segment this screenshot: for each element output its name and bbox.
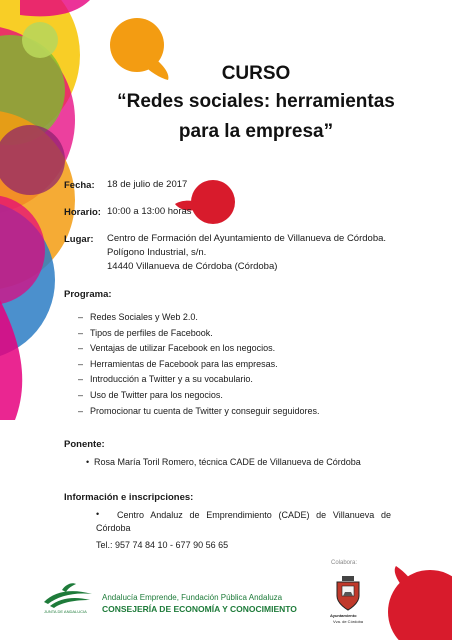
fecha-label: Fecha: xyxy=(64,180,95,191)
title-course-name-line2: para la empresa” xyxy=(178,121,334,142)
programa-label: Programa: xyxy=(64,289,112,300)
junta-andalucia-name: JUNTA DE ANDALUCIA xyxy=(44,609,87,614)
ponente-label: Ponente: xyxy=(64,439,105,450)
colabora-label: Colabora: xyxy=(331,560,358,566)
list-item: – Redes Sociales y Web 2.0. xyxy=(78,312,198,322)
lugar-label: Lugar: xyxy=(64,234,94,245)
lugar-line-3: 14440 Villanueva de Córdoba (Córdoba) xyxy=(107,261,278,272)
ayuntamiento-text: Ayuntamiento xyxy=(330,613,357,618)
list-item: – Herramientas de Facebook para las empresas. xyxy=(78,358,278,369)
list-item: – Tipos de perfiles de Facebook. xyxy=(78,327,213,338)
informacion-text: Centro Andaluz de Emprendimiento (CADE) de Villanueva de Córdoba xyxy=(96,510,391,533)
horario-label: Horario: xyxy=(64,207,101,218)
list-item: – Promocionar tu cuenta de Twitter y conseguir seguidores. xyxy=(78,405,320,416)
list-item: – Introducción a Twitter y a su vocabulario. xyxy=(78,374,253,385)
horario-value: 10:00 a 13:00 horas xyxy=(107,206,192,217)
title-curso: CURSO xyxy=(221,63,291,84)
andalucia-emprende-text: Andalucía Emprende, Fundación Pública Andaluza xyxy=(102,593,283,602)
ponente-text: Rosa María Toril Romero, técnica CADE de Villanueva de Córdoba xyxy=(94,457,361,467)
telefono: Tel.: 957 74 84 10 - 677 90 56 65 xyxy=(96,540,229,550)
lugar-line-1: Centro de Formación del Ayuntamiento de Villanueva de Córdoba. xyxy=(107,233,387,244)
lugar-line-2: Polígono Industrial, s/n. xyxy=(107,247,207,258)
ayuntamiento-place-text: Vva. de Córdoba xyxy=(333,619,364,624)
list-item: – Uso de Twitter para los negocios. xyxy=(78,389,223,400)
informacion-bullet: • xyxy=(96,509,100,519)
fecha-value: 18 de julio de 2017 xyxy=(107,179,188,190)
list-item: – Ventajas de utilizar Facebook en los negocios. xyxy=(78,343,276,354)
programa-list xyxy=(78,310,319,419)
consejeria-text: CONSEJERÍA DE ECONOMÍA Y CONOCIMIENTO xyxy=(102,604,297,614)
informacion-label: Información e inscripciones: xyxy=(64,492,194,503)
title-course-name-line1: “Redes sociales: herramientas xyxy=(117,91,395,112)
ponente-bullet: • xyxy=(86,457,90,467)
junta-andalucia-logo xyxy=(40,582,96,610)
ayuntamiento-crest-icon xyxy=(333,576,363,612)
